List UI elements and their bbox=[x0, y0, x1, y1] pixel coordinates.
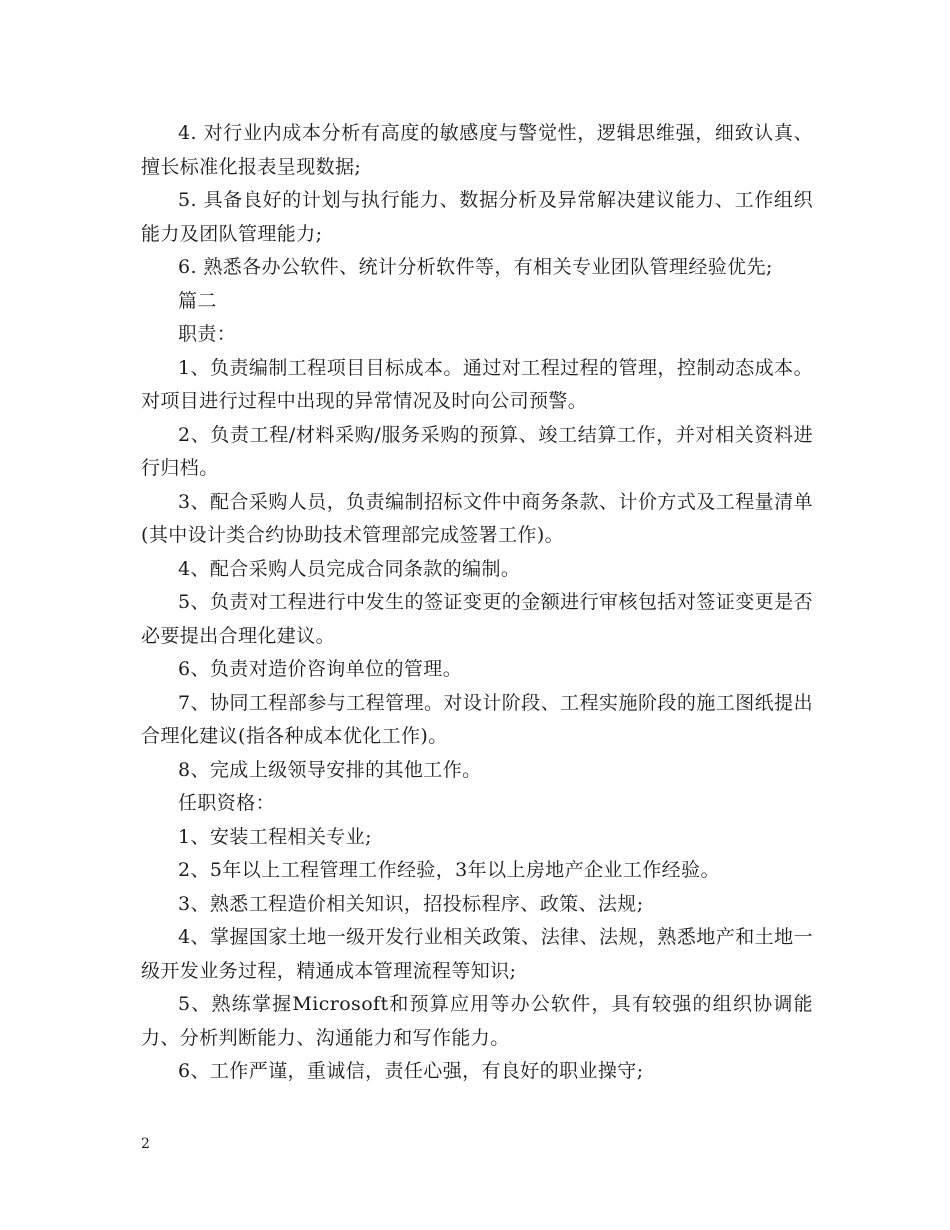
paragraph-duty-6: 6、负责对造价咨询单位的管理。 bbox=[178, 658, 463, 680]
paragraph-qual-2: 2、5年以上工程管理工作经验，3年以上房地产企业工作经验。 bbox=[178, 859, 720, 881]
paragraph-qual-4: 4、掌握国家土地一级开发行业相关政策、法律、法规，熟悉地产和土地一级开发业务过程，精通成本管理流程等知识; bbox=[141, 926, 813, 982]
section-heading-part-two: 篇二 bbox=[178, 289, 217, 312]
paragraph-qual-1: 1、安装工程相关专业; bbox=[178, 825, 372, 848]
paragraph-duty-8: 8、完成上级领导安排的其他工作。 bbox=[178, 758, 482, 781]
subheading-duties: 职责： bbox=[178, 323, 237, 345]
paragraph-qual-5: 5、熟练掌握Microsoft和预算应用等办公软件，具有较强的组织协调能力、分析判断能力、沟通能力和写作能力。 bbox=[141, 993, 813, 1049]
paragraph-duty-5: 5、负责对工程进行中发生的签证变更的金额进行审核包括对签证变更是否必要提出合理化建议。 bbox=[141, 591, 813, 647]
paragraph-duty-7: 7、协同工程部参与工程管理。对设计阶段、工程实施阶段的施工图纸提出合理化建议(指各种成本优化工作)。 bbox=[141, 691, 813, 747]
paragraph-duty-1: 1、负责编制工程项目目标成本。通过对工程过程的管理，控制动态成本。对项目进行过程中出现的异常情况及时向公司预警。 bbox=[141, 356, 813, 412]
paragraph-qual-3: 3、熟悉工程造价相关知识，招投标程序、政策、法规; bbox=[178, 892, 644, 915]
page-number: 2 bbox=[141, 1136, 150, 1152]
paragraph-duty-2: 2、负责工程/材料采购/服务采购的预算、竣工结算工作，并对相关资料进行归档。 bbox=[141, 423, 813, 479]
paragraph-duty-3: 3、配合采购人员，负责编制招标文件中商务条款、计价方式及工程量清单(其中设计类合约协助技术管理部完成签署工作)。 bbox=[141, 490, 813, 546]
paragraph-req-6: 6. 熟悉各办公软件、统计分析软件等，有相关专业团队管理经验优先; bbox=[178, 256, 773, 278]
paragraph-req-5: 5. 具备良好的计划与执行能力、数据分析及异常解决建议能力、工作组织能力及团队管理能力; bbox=[141, 189, 813, 245]
paragraph-req-4: 4. 对行业内成本分析有高度的敏感度与警觉性，逻辑思维强，细致认真、擅长标准化报表呈现数据; bbox=[141, 122, 813, 178]
subheading-qualifications: 任职资格： bbox=[178, 792, 276, 814]
paragraph-qual-6: 6、工作严谨，重诚信，责任心强，有良好的职业操守; bbox=[178, 1060, 644, 1082]
paragraph-duty-4: 4、配合采购人员完成合同条款的编制。 bbox=[178, 557, 521, 580]
document-body bbox=[141, 117, 813, 1089]
